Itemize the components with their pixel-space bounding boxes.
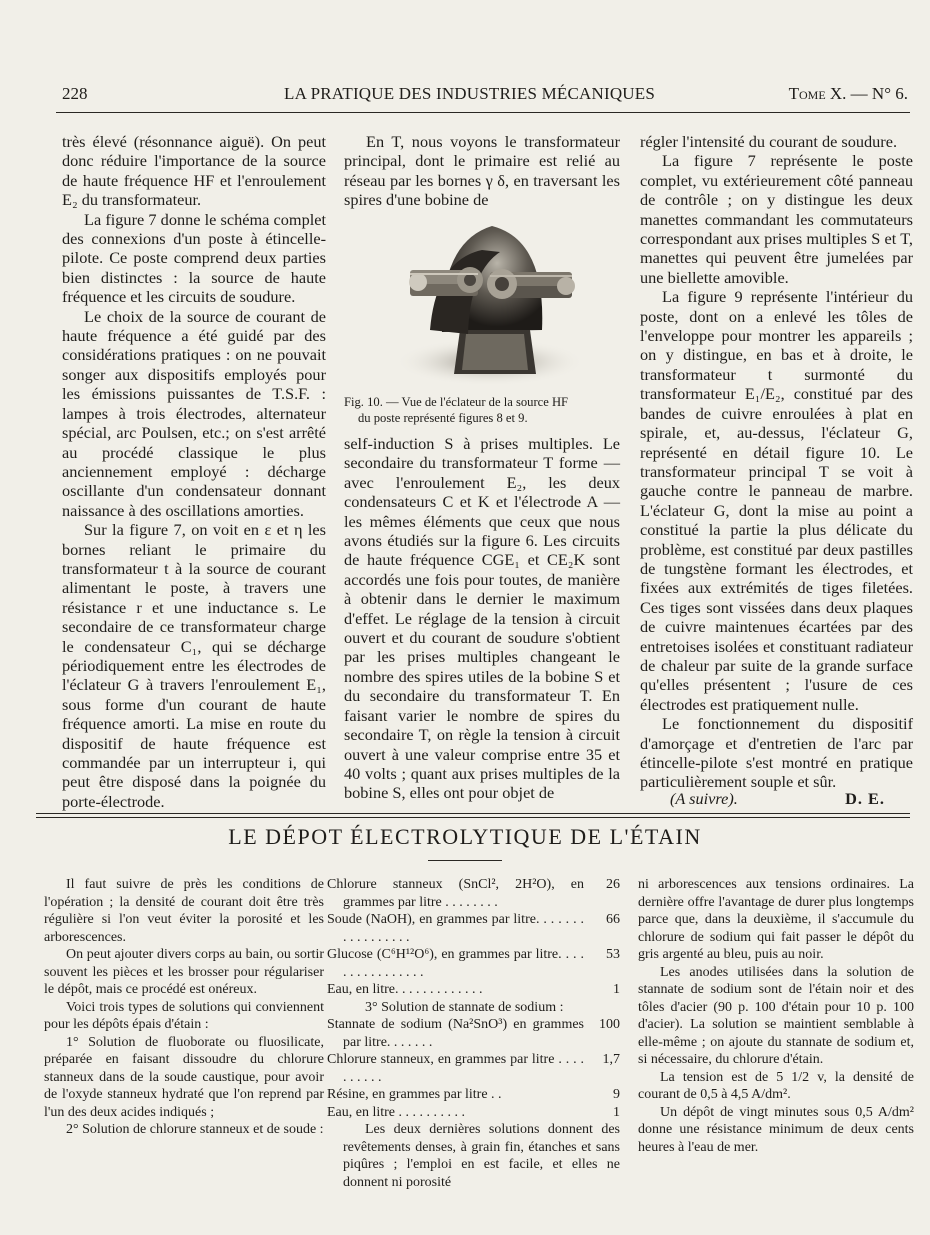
upper-column-2-bottom (344, 434, 620, 814)
title-rule (428, 860, 502, 861)
paragraph: self-induction S à prises multiples. Le secondaire du transformateur T forme — avec l'enroulement E₂, les deux condensateurs C et K et l'électrode A — les mêmes éléments que ceux que nous avons étudiés sur la figure 6. Les circuits de haute fréquence CGE₁ et CE₂K sont accordés une fois pour toutes, de manière à obtenir dans le dernier le maximum d'effet. Le réglage de la tension à circuit ouvert et du courant de soudure s'obtient par les prises multiples changeant le nombre des spires utiles de la bobine S et du secondaire du transformateur T. En faisant varier le nombre de spires du secondaire T, on règle la tension à circuit ouvert à une valeur comprise entre 35 et 40 volts ; quant aux prises multiples de la bobine S, elles ont pour objet de (344, 434, 620, 803)
paragraph: très élevé (résonnance aiguë). On peut donc réduire l'importance de la source de haute fréquence HF et l'enroulement E₂ du transformateur. (62, 132, 326, 210)
recipe-label: Soude (NaOH), en grammes par litre. . . . . . . . . . . . . . . . . (327, 912, 584, 945)
paragraph: Le choix de la source de courant de haute fréquence a été guidé par des considérations pratiques : on ne pouvait songer aux dispositifs employés pour les émissions puissantes de T.S.F. : lampes à trois électrodes, alternateur spécial, arc Poulsen, etc.; on s'est arrêté au procédé classique le plus anciennement employé : décharge oscillante d'un condensateur donnant naissance à des oscillations amorties. (62, 306, 326, 520)
recipe-row (327, 1051, 620, 1086)
recipe-quantity: 9 (613, 1087, 620, 1102)
paragraph: 1° Solution de fluoborate ou fluosilicate, préparée en faisant dissoudre du chlorure stanneux dans de la soude caustique, pour avoir de l'oxyde stanneux hydraté que l'on reprend par l'un des deux acides indiqués ; (44, 1034, 324, 1120)
page-number: 228 (62, 84, 88, 103)
paragraph: La figure 7 représente le poste complet, vu extérieurement côté panneau de contrôle ; on y distingue les deux manettes commandant les commutateurs correspondant aux prises multiples S et T, manettes qui peuvent être jumelées par une biellette amovible. (640, 151, 913, 287)
recipe-label: Eau, en litre. . . . . . . . . . . . . (327, 982, 483, 997)
running-head (62, 84, 908, 110)
recipe-quantity: 1,7 (602, 1052, 620, 1067)
article-title: LE DÉPOT ÉLECTROLYTIQUE DE L'ÉTAIN (228, 824, 702, 849)
recipe-quantity: 1 (613, 1104, 620, 1120)
paragraph: régler l'intensité du courant de soudure. (640, 132, 898, 151)
figure-10-caption (344, 394, 622, 426)
paragraph: Voici trois types de solutions qui conviennent pour les dépôts épais d'étain : (44, 999, 324, 1032)
paragraph: La figure 9 représente l'intérieur du poste, dont on a enlevé les tôles de l'enveloppe pour montrer les appareils ; on y distingue, en bas et à droite, le transformateur t surmonté du transformateur E₁/E₂, constitué par des bandes de cuivre enroulées à plat en spirale, et, au-dessus, l'éclateur G, représenté en détail figure 10. Le transformateur principal T se voit à gauche contre le panneau de marbre. L'éclateur G, dont la mise au point a constitué la partie la plus délicate du problème, est constitué par deux pastilles de tungstène formant les électrodes, et fixées aux extrémités de tiges filetées. Ces tiges sont vissées dans deux plaques de cuivre maintenues écartées par des entretoises isolées et constituant radiateur de chaleur par suite de la grande surface qu'elles présentent ; l'usure de ces électrodes est pratiquement nulle. (640, 287, 913, 714)
lower-column-1 (44, 876, 324, 1166)
article-separator (36, 813, 910, 814)
upper-column-1 (62, 132, 326, 814)
recipe-label: Glucose (C⁶H¹²O⁶), en grammes par litre. . . . . . . . . . . . . . . . (327, 947, 584, 980)
spark-gap-photo (370, 212, 600, 388)
recipe-row (327, 911, 620, 946)
recipe-quantity: 53 (606, 947, 620, 962)
issue-number: Tome X. — N° 6. (788, 84, 908, 103)
paragraph: La figure 7 donne le schéma complet des connexions d'un poste à étincelle-pilote. Ce poste comprend deux parties bien distinctes : la source de haute fréquence et les circuits de soudure. (62, 209, 326, 307)
paragraph: Sur la figure 7, on voit en ε et η les bornes reliant le primaire du transformateur t à la source de courant alimentant le poste, à travers une résistance r et une inductance s. Le secondaire de ce transformateur charge le condensateur C₁, qui se décharge périodiquement entre les électrodes de l'éclateur G à travers l'enroulement E₁, sous forme d'un courant de haute fréquence amorti. La mise en route du dispositif de haute fréquence est commandée par un interrupteur i, qui peut être disposé dans la poignée du porte-électrode. (62, 520, 326, 811)
paragraph: Les deux dernières solutions donnent des revêtements denses, à grain fin, étanches et sans piqûres ; l'emploi en est facile, et elles ne donnent ni porosité (343, 1122, 620, 1190)
paragraph: Il faut suivre de près les conditions de l'opération ; la densité de courant doit être très régulière si l'on veut éviter la porosité et les arborescences. (44, 877, 324, 945)
lower-column-3 (638, 876, 914, 1166)
recipe-label: Chlorure stanneux, en grammes par litre . . . . . . . . . . (327, 1052, 584, 1085)
upper-column-3 (640, 132, 913, 814)
recipe-quantity: 1 (613, 982, 620, 997)
paragraph: ni arborescences aux tensions ordinaires. La dernière offre l'avantage de durer plus longtemps parce que, dans la deuxième, il s'accumule du chlorure de sodium qui fait passer le dépôt du gris argenté au bleu, puis au noir. (638, 877, 914, 962)
caption-line: Fig. 10. — Vue de l'éclateur de la source HF (344, 395, 569, 409)
journal-title: LA PRATIQUE DES INDUSTRIES MÉCANIQUES (284, 84, 656, 103)
recipe-row (327, 946, 620, 981)
paragraph: Les anodes utilisées dans la solution de stannate de sodium sont de l'étain noir et des tôles d'acier (90 p. 100 d'étain pour 10 p. 100 d'acier). La solution se maintient semblable à elle-même ; on ajoute du stannate de sodium et, si nécessaire, du chlorure d'étain. (638, 964, 914, 1067)
article-separator (36, 817, 910, 818)
recipe-quantity: 100 (599, 1017, 620, 1032)
paragraph: La tension est de 5 1/2 v, la densité de courant de 0,5 à 4,5 A/dm². (638, 1069, 914, 1102)
caption-line: du poste représenté figures 8 et 9. (358, 411, 528, 425)
recipe-quantity: 66 (606, 912, 620, 927)
recipe-row (327, 876, 620, 911)
paragraph: On peut ajouter divers corps au bain, ou sortir souvent les pièces et les brosser pour régulariser le dépôt, mais ce procédé est onéreux. (44, 947, 324, 997)
author-initials: D. E. (845, 789, 885, 808)
lower-column-2 (327, 876, 620, 1190)
recipe-row (327, 981, 620, 999)
paragraph: 2° Solution de chlorure stanneux et de soude : (66, 1122, 324, 1137)
recipe-label: Eau, en litre . . . . . . . . . . (327, 1104, 466, 1120)
recipe-row (327, 1016, 620, 1051)
paragraph: Le fonctionnement du dispositif d'amorçage et d'entretien de l'arc par étincelle-pilote s'est montré en pratique particulièrement souple et sûr. (640, 714, 913, 792)
recipe-label: Stannate de sodium (Na²SnO³) en grammes par litre. . . . . . . (327, 1017, 584, 1050)
recipe-quantity: 26 (606, 877, 620, 892)
recipe-label: Chlorure stanneux (SnCl², 2H²O), en grammes par litre . . . . . . . . (327, 877, 584, 910)
solution-heading: 3° Solution de stannate de sodium : (365, 999, 564, 1015)
figure-10-photo (370, 212, 600, 388)
upper-column-2-top (344, 132, 620, 222)
to-be-continued: (A suivre). (670, 789, 738, 808)
recipe-row (327, 1104, 620, 1122)
recipe-label: Résine, en grammes par litre . . (327, 1087, 502, 1102)
paragraph: En T, nous voyons le transformateur principal, dont le primaire est relié au réseau par les bornes γ δ, en traversant les spires d'une bobine de (344, 132, 620, 210)
header-rule (56, 112, 910, 113)
recipe-row (327, 1086, 620, 1104)
paragraph: Un dépôt de vingt minutes sous 0,5 A/dm² donne une résistance minimum de deux cents heures à l'eau de mer. (638, 1104, 914, 1155)
